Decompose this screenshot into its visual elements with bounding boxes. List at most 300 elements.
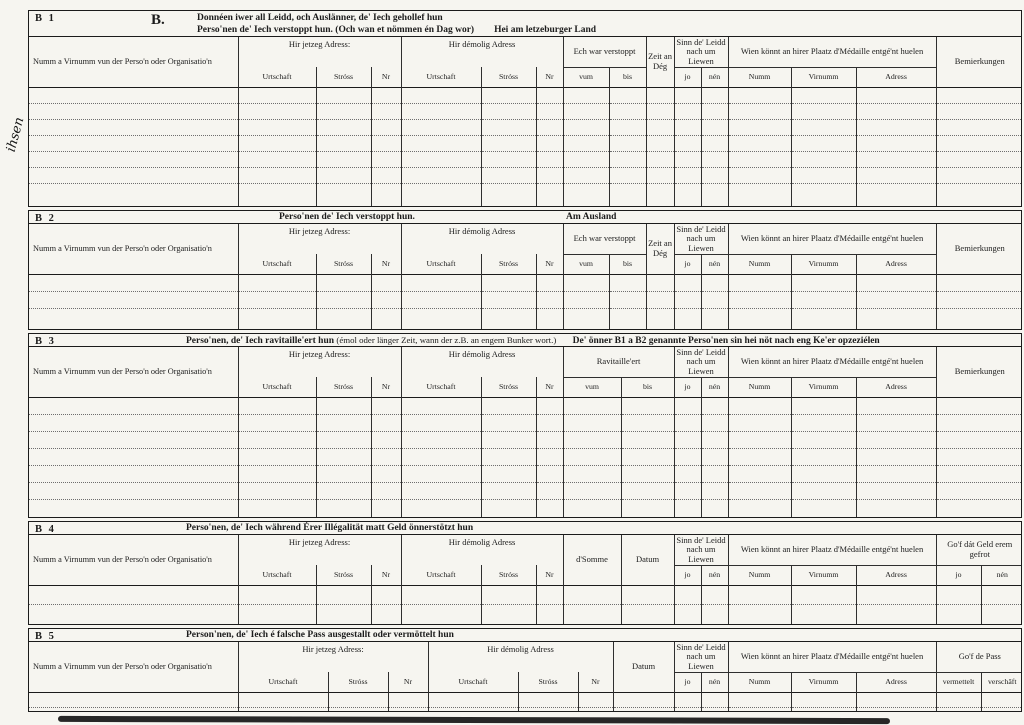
blank-cell [238, 499, 316, 517]
section-b3-rows [29, 397, 1022, 517]
blank-cell [856, 397, 936, 414]
blank-cell [621, 604, 674, 624]
group-header-sinn-de-leidd: Sinn de' Leidd nach um Liewen [674, 37, 728, 67]
blank-cell [481, 183, 536, 206]
blank-cell [29, 431, 238, 448]
section-b1-title [197, 12, 596, 36]
blank-cell [936, 692, 981, 707]
blank-cell [238, 87, 316, 103]
col-header-nr: Nr [578, 672, 613, 692]
scan-edge-artifact [58, 716, 890, 724]
blank-cell [536, 119, 563, 135]
blank-cell [613, 707, 674, 711]
blank-cell [518, 707, 578, 711]
blank-cell [791, 692, 856, 707]
blank-cell [371, 397, 401, 414]
blank-cell [646, 167, 674, 183]
blank-cell [316, 151, 371, 167]
blank-cell [481, 431, 536, 448]
blank-cell [238, 482, 316, 499]
blank-cell [536, 87, 563, 103]
form-row [29, 167, 1022, 183]
blank-cell [936, 103, 1022, 119]
blank-cell [29, 692, 238, 707]
col-header-name: Numm a Virnumm vun der Perso'n oder Organisatio'n [33, 662, 212, 671]
group-header-wien-konnt: Wien könnt an hirer Plaatz d'Médaille entgé'nt huelen [728, 224, 936, 254]
blank-cell [609, 151, 646, 167]
col-header-jo: jo [936, 565, 981, 585]
blank-cell [29, 151, 238, 167]
blank-cell [29, 604, 238, 624]
blank-cell [609, 183, 646, 206]
blank-cell [563, 183, 609, 206]
blank-cell [481, 87, 536, 103]
blank-cell [613, 692, 674, 707]
blank-cell [856, 103, 936, 119]
col-header-nr: Nr [371, 67, 401, 87]
blank-cell [791, 448, 856, 465]
blank-cell [401, 308, 481, 329]
blank-cell [791, 135, 856, 151]
group-header-ravitailleert: Ravitaille'ert [563, 347, 674, 377]
col-header-adress: Adress [856, 377, 936, 397]
blank-cell [371, 465, 401, 482]
section-b4 [28, 521, 1022, 625]
blank-cell [388, 692, 428, 707]
blank-cell [536, 604, 563, 624]
blank-cell [316, 308, 371, 329]
group-header-demolig-adress: Hir démolig Adress [401, 347, 563, 377]
blank-cell [621, 585, 674, 604]
blank-cell [29, 448, 238, 465]
blank-cell [316, 103, 371, 119]
blank-cell [728, 585, 791, 604]
blank-cell [701, 135, 728, 151]
blank-cell [371, 604, 401, 624]
blank-cell [701, 448, 728, 465]
blank-cell [328, 707, 388, 711]
blank-cell [674, 274, 701, 291]
blank-cell [936, 499, 1022, 517]
blank-cell [701, 707, 728, 711]
blank-cell [936, 291, 1022, 308]
blank-cell [981, 585, 1022, 604]
blank-cell [401, 274, 481, 291]
form-row [29, 308, 1022, 329]
blank-cell [728, 414, 791, 431]
blank-cell [701, 397, 728, 414]
col-header-urtschaft: Urtschaft [238, 254, 316, 274]
form-row [29, 414, 1022, 431]
blank-cell [238, 707, 328, 711]
col-header-datum: Datum [613, 642, 674, 692]
blank-cell [563, 448, 621, 465]
blank-cell [481, 274, 536, 291]
blank-cell [29, 183, 238, 206]
section-b4-table [29, 535, 1022, 624]
form-row [29, 707, 1022, 711]
blank-cell [856, 431, 936, 448]
blank-cell [29, 499, 238, 517]
blank-cell [936, 183, 1022, 206]
blank-cell [791, 274, 856, 291]
blank-cell [701, 183, 728, 206]
blank-cell [936, 465, 1022, 482]
group-header-demolig-adress: Hir démolig Adress [401, 37, 563, 67]
blank-cell [316, 465, 371, 482]
blank-cell [728, 465, 791, 482]
blank-cell [563, 499, 621, 517]
form-row [29, 692, 1022, 707]
blank-cell [856, 448, 936, 465]
blank-cell [238, 465, 316, 482]
blank-cell [674, 167, 701, 183]
blank-cell [371, 119, 401, 135]
group-header-wien-konnt: Wien könnt an hirer Plaatz d'Médaille entgé'nt huelen [728, 642, 936, 672]
blank-cell [791, 308, 856, 329]
section-b3 [28, 333, 1022, 518]
blank-cell [316, 167, 371, 183]
blank-cell [674, 692, 701, 707]
blank-cell [388, 707, 428, 711]
blank-cell [674, 397, 701, 414]
blank-cell [728, 119, 791, 135]
col-header-urtschaft: Urtschaft [401, 254, 481, 274]
blank-cell [674, 151, 701, 167]
blank-cell [536, 414, 563, 431]
blank-cell [371, 167, 401, 183]
blank-cell [856, 183, 936, 206]
blank-cell [371, 482, 401, 499]
blank-cell [316, 604, 371, 624]
section-b2-rows [29, 274, 1022, 329]
blank-cell [401, 604, 481, 624]
blank-cell [728, 87, 791, 103]
blank-cell [936, 397, 1022, 414]
blank-cell [401, 103, 481, 119]
blank-cell [646, 87, 674, 103]
blank-cell [646, 103, 674, 119]
blank-cell [728, 482, 791, 499]
blank-cell [536, 397, 563, 414]
form-row [29, 499, 1022, 517]
blank-cell [401, 499, 481, 517]
form-row [29, 103, 1022, 119]
blank-cell [29, 167, 238, 183]
col-header-vum: vum [563, 254, 609, 274]
blank-cell [936, 167, 1022, 183]
blank-cell [674, 135, 701, 151]
blank-cell [856, 585, 936, 604]
col-header-virnumm: Virnumm [791, 377, 856, 397]
col-header-name: Numm a Virnumm vun der Perso'n oder Organisatio'n [33, 555, 212, 564]
blank-cell [728, 604, 791, 624]
blank-cell [856, 151, 936, 167]
col-header-bis: bis [621, 377, 674, 397]
col-header-nen: nén [701, 565, 728, 585]
blank-cell [481, 604, 536, 624]
blank-cell [238, 119, 316, 135]
blank-cell [481, 103, 536, 119]
section-b2-title-band [29, 211, 1021, 224]
form-row [29, 135, 1022, 151]
section-b4-title: Perso'nen, de' Iech während Érer Illégalität matt Geld önnerstötzt hun [186, 523, 474, 533]
section-b1-title-band [29, 11, 1021, 37]
blank-cell [856, 135, 936, 151]
col-header-adress: Adress [856, 67, 936, 87]
col-header-name: Numm a Virnumm vun der Perso'n oder Organisatio'n [33, 367, 212, 376]
blank-cell [981, 692, 1022, 707]
col-header-urtschaft: Urtschaft [238, 672, 328, 692]
blank-cell [856, 274, 936, 291]
blank-cell [371, 291, 401, 308]
blank-cell [609, 167, 646, 183]
blank-cell [316, 431, 371, 448]
group-header-jetzeg-adress: Hir jetzeg Adress: [238, 642, 428, 672]
section-b1-rows [29, 87, 1022, 206]
col-header-numm: Numm [728, 672, 791, 692]
col-header-stross: Stróss [481, 254, 536, 274]
blank-cell [701, 499, 728, 517]
col-header-nen: nén [981, 565, 1022, 585]
blank-cell [646, 135, 674, 151]
section-b3-title-paren: (émol oder länger Zeit, wann der z.B. an engem Bunker wort.) [336, 335, 557, 345]
section-b4-rows [29, 585, 1022, 624]
section-b4-title-band [29, 522, 1021, 535]
col-header-jo: jo [674, 254, 701, 274]
blank-cell [578, 707, 613, 711]
blank-cell [646, 151, 674, 167]
blank-cell [29, 135, 238, 151]
section-b5-title: Person'nen, de' Iech é falsche Pass ausgestallt oder vermöttelt hun [186, 630, 454, 640]
col-header-jo: jo [674, 672, 701, 692]
section-b5-title-band [29, 629, 1021, 642]
group-header-jetzeg-adress: Hir jetzeg Adress: [238, 347, 401, 377]
blank-cell [401, 482, 481, 499]
col-header-urtschaft: Urtschaft [401, 377, 481, 397]
section-b2-table [29, 224, 1022, 329]
blank-cell [316, 135, 371, 151]
blank-cell [563, 308, 609, 329]
blank-cell [981, 707, 1022, 711]
blank-cell [29, 103, 238, 119]
blank-cell [563, 604, 621, 624]
blank-cell [621, 448, 674, 465]
blank-cell [936, 87, 1022, 103]
blank-cell [401, 397, 481, 414]
blank-cell [401, 135, 481, 151]
col-header-bemierkungen: Bemierkungen [936, 37, 1022, 87]
blank-cell [791, 465, 856, 482]
col-header-zeit-an-deg: Zeit an Dég [646, 37, 674, 87]
blank-cell [856, 692, 936, 707]
blank-cell [674, 291, 701, 308]
blank-cell [371, 308, 401, 329]
blank-cell [791, 499, 856, 517]
blank-cell [621, 482, 674, 499]
section-b2-title: Perso'nen de' Iech verstoppt hun. [279, 212, 415, 222]
col-header-bis: bis [609, 254, 646, 274]
blank-cell [481, 167, 536, 183]
col-header-dsomme: d'Somme [563, 535, 621, 585]
col-header-urtschaft: Urtschaft [401, 565, 481, 585]
col-header-adress: Adress [856, 254, 936, 274]
col-header-nen: nén [701, 67, 728, 87]
blank-cell [621, 499, 674, 517]
blank-cell [371, 414, 401, 431]
blank-cell [609, 308, 646, 329]
blank-cell [728, 431, 791, 448]
col-header-virnumm: Virnumm [791, 672, 856, 692]
group-header-wien-konnt: Wien könnt an hirer Plaatz d'Médaille entgé'nt huelen [728, 347, 936, 377]
col-header-stross: Stróss [481, 377, 536, 397]
col-header-stross: Stróss [316, 254, 371, 274]
section-b5-table [29, 642, 1022, 711]
blank-cell [609, 119, 646, 135]
section-b2-id: B 2 [35, 213, 56, 224]
blank-cell [646, 119, 674, 135]
blank-cell [536, 482, 563, 499]
col-header-name: Numm a Virnumm vun der Perso'n oder Organisatio'n [33, 57, 212, 66]
blank-cell [609, 87, 646, 103]
blank-cell [856, 604, 936, 624]
col-header-stross: Stróss [328, 672, 388, 692]
blank-cell [428, 692, 518, 707]
blank-cell [536, 585, 563, 604]
blank-cell [238, 167, 316, 183]
blank-cell [701, 291, 728, 308]
form-row [29, 465, 1022, 482]
blank-cell [674, 448, 701, 465]
blank-cell [29, 465, 238, 482]
blank-cell [791, 167, 856, 183]
blank-cell [791, 414, 856, 431]
blank-cell [728, 291, 791, 308]
col-header-urtschaft: Urtschaft [238, 67, 316, 87]
blank-cell [674, 183, 701, 206]
blank-cell [674, 414, 701, 431]
section-b1-title-line1: Donnéen iwer all Leidd, och Auslänner, de' Iech gehollef hun [197, 13, 443, 23]
blank-cell [701, 103, 728, 119]
section-b2 [28, 210, 1022, 330]
group-header-ech-war-verstoppt: Ech war verstoppt [563, 224, 646, 254]
section-b2-place: Am Ausland [566, 212, 617, 222]
blank-cell [371, 499, 401, 517]
col-header-bis: bis [609, 67, 646, 87]
col-header-jo: jo [674, 67, 701, 87]
blank-cell [536, 308, 563, 329]
blank-cell [238, 103, 316, 119]
blank-cell [728, 135, 791, 151]
section-b3-title-note: De' önner B1 a B2 genannte Perso'nen sin hei nöt nach eng Ke'er opzeziélen [572, 336, 880, 346]
blank-cell [791, 604, 856, 624]
col-header-vum: vum [563, 377, 621, 397]
blank-cell [674, 431, 701, 448]
col-header-nr: Nr [388, 672, 428, 692]
blank-cell [563, 482, 621, 499]
col-header-nen: nén [701, 254, 728, 274]
blank-cell [481, 291, 536, 308]
blank-cell [536, 465, 563, 482]
blank-cell [563, 397, 621, 414]
group-header-demolig-adress: Hir démolig Adress [401, 535, 563, 565]
section-b1-place: Hei am letzeburger Land [494, 25, 597, 35]
blank-cell [701, 414, 728, 431]
blank-cell [646, 183, 674, 206]
group-header-gof-dat-geld: Go'f dát Geld erem gefrot [936, 535, 1022, 565]
blank-cell [563, 167, 609, 183]
section-b1-table [29, 37, 1022, 206]
col-header-nen: nén [701, 672, 728, 692]
blank-cell [481, 151, 536, 167]
blank-cell [791, 291, 856, 308]
blank-cell [371, 183, 401, 206]
blank-cell [238, 414, 316, 431]
blank-cell [481, 119, 536, 135]
form-row [29, 87, 1022, 103]
blank-cell [936, 414, 1022, 431]
group-header-sinn-de-leidd: Sinn de' Leidd nach um Liewen [674, 535, 728, 565]
blank-cell [238, 183, 316, 206]
section-b3-title-band [29, 334, 1021, 347]
blank-cell [371, 103, 401, 119]
blank-cell [536, 167, 563, 183]
blank-cell [728, 692, 791, 707]
blank-cell [481, 135, 536, 151]
blank-cell [401, 119, 481, 135]
form-row [29, 585, 1022, 604]
col-header-numm: Numm [728, 67, 791, 87]
handwritten-margin-note: ihsen [3, 115, 28, 154]
group-header-demolig-adress: Hir démolig Adress [401, 224, 563, 254]
blank-cell [856, 167, 936, 183]
blank-cell [563, 87, 609, 103]
blank-cell [563, 103, 609, 119]
blank-cell [609, 135, 646, 151]
blank-cell [701, 167, 728, 183]
blank-cell [328, 692, 388, 707]
blank-cell [371, 274, 401, 291]
blank-cell [578, 692, 613, 707]
blank-cell [728, 274, 791, 291]
blank-cell [401, 448, 481, 465]
blank-cell [29, 482, 238, 499]
blank-cell [481, 414, 536, 431]
blank-cell [728, 151, 791, 167]
blank-cell [791, 183, 856, 206]
blank-cell [936, 151, 1022, 167]
group-header-jetzeg-adress: Hir jetzeg Adress: [238, 37, 401, 67]
form-row [29, 604, 1022, 624]
col-header-bemierkungen: Bemierkungen [936, 347, 1022, 397]
blank-cell [238, 692, 328, 707]
blank-cell [728, 707, 791, 711]
blank-cell [791, 707, 856, 711]
blank-cell [791, 482, 856, 499]
blank-cell [621, 431, 674, 448]
blank-cell [401, 414, 481, 431]
col-header-adress: Adress [856, 672, 936, 692]
blank-cell [791, 103, 856, 119]
blank-cell [29, 274, 238, 291]
blank-cell [238, 604, 316, 624]
blank-cell [621, 465, 674, 482]
blank-cell [936, 274, 1022, 291]
blank-cell [536, 183, 563, 206]
blank-cell [401, 585, 481, 604]
section-b3-id: B 3 [35, 336, 56, 347]
blank-cell [728, 103, 791, 119]
